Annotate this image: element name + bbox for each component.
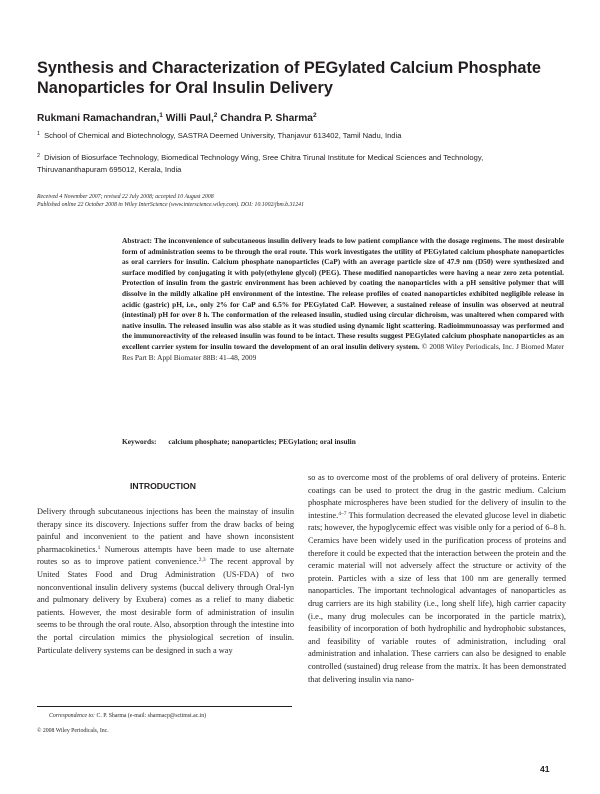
copyright-note: © 2008 Wiley Periodicals, Inc. — [37, 728, 109, 734]
correspondence-note — [37, 712, 294, 720]
section-heading-introduction: INTRODUCTION — [130, 481, 196, 491]
abstract — [122, 236, 564, 363]
correspondence-text: C. P. Sharma (e-mail: sharmacp@sctimst.ac.in) — [96, 713, 207, 719]
citation-ref: 4–7 — [338, 510, 347, 517]
affiliation — [37, 151, 547, 175]
body-text: Numerous attempts have been made to use alternate routes so as to improve patient convenience. — [37, 544, 294, 567]
keywords — [122, 437, 564, 447]
keywords-text: calcium phosphate; nanoparticles; PEGylation; oral insulin — [168, 437, 356, 446]
published-line: Published online 22 October 2008 in Wiley InterScience (www.interscience.wiley.com). DOI: 10.1002/jbm.b.31241 — [37, 202, 304, 208]
body-text: Delivery through subcutaneous injections has been the mainstay of insulin therapy since its discovery. Injections suffer from the draw backs of being painful and inconvenient to the patient and have shown inconsistent pharmacokinetics. — [37, 507, 294, 554]
affiliation-number: 2 — [37, 153, 41, 159]
keywords-label: Keywords: — [122, 437, 157, 446]
affiliation-number: 1 — [37, 131, 41, 137]
author-name: Rukmani Ramachandran, — [37, 113, 160, 124]
citation-ref: 1 — [97, 544, 101, 551]
received-line: Received 4 November 2007; revised 22 July 2008; accepted 10 August 2008 — [37, 194, 214, 200]
affiliation-text: Division of Biosurface Technology, Biomedical Technology Wing, Sree Chitra Tirunal Institute for Medical Sciences and Technology, Thiruvananthapuram 695012, Kerala, India — [37, 153, 484, 174]
paper-title: Synthesis and Characterization of PEGylated Calcium Phosphate Nanoparticles for Oral Insulin Delivery — [37, 59, 541, 97]
author-name: Willi Paul, — [165, 113, 214, 124]
citation-ref: 2,3 — [198, 557, 206, 564]
author-list — [37, 109, 567, 125]
author-affiliation-marker: 2 — [312, 112, 317, 119]
abstract-text: The inconvenience of subcutaneous insulin delivery leads to low patient compliance with the dosage regimens. The most desirable form of administration seems to be through the oral route. This work investigates the utility of PEGylated calcium phosphate nanoparticles as oral carriers for insulin. Calcium phosphate nanoparticles (CaP) with an average particle size of 47.9 nm (D50) were synthesized and surface modified by conjugating it with poly(ethylene glycol) (PEG). These modified nanoparticles were having a near zero zeta potential. Protection of insulin from the gastric environment has been achieved by coating the nanoparticles with a pH sensitive polymer that will dissolve in the mildly alkaline pH environment of the intestine. The release profiles of coated nanoparticles exhibited negligible release in acidic (gastric) pH, i.e., only 2% for CaP and 6.5% for PEGylated CaP. However, a sustained release of insulin was observed at neutral (intestinal) pH for over 8 h. The conformation of the released insulin, studied using circular dichroism, was unaltered when compared with native insulin. The released insulin was also stable as it was studied using dynamic light scattering. Radioimmunoassay was performed and the immunoreactivity of the released insulin was found to be intact. These results suggest PEGylated calcium phosphate nanoparticles as an excellent carrier system for insulin toward the development of an oral insulin delivery system. — [122, 236, 564, 351]
body-paragraph — [308, 472, 566, 686]
page-number: 41 — [540, 764, 550, 774]
author-affiliation-marker: 2 — [213, 112, 218, 119]
author-affiliation-marker: 1 — [159, 112, 163, 119]
body-text: The recent approval by United States Food and Drug Administration (US-FDA) of two nonconventional insulin delivery systems (buccal delivery through Oral-lyn and pulmonary delivery by Exubera) comes as a relief to many diabetic patients. However, the most desirable form of administration of insulin seems to be through the oral route. Also, absorption through the intestine into the portal circulation mimics the physiological secretion of insulin. Particulate delivery systems can be designed in such a way — [37, 557, 294, 655]
body-column-right — [308, 472, 566, 686]
body-column-left — [37, 506, 294, 657]
affiliation — [37, 129, 547, 142]
author-name: Chandra P. Sharma — [220, 113, 313, 124]
correspondence-label: Correspondence to: — [49, 713, 95, 719]
footnote-divider — [37, 706, 292, 707]
body-text: so as to overcome most of the problems of oral delivery of proteins. Enteric coatings can be used to protect the drug in the gastric medium. Calcium phosphate microspheres have been studied for the delivery of insulin to the intestine. — [308, 473, 566, 520]
abstract-label: Abstract: — [122, 236, 152, 245]
abstract-citation: © 2008 Wiley Periodicals, Inc. J Biomed Mater Res Part B: Appl Biomater 88B: 41–48, 2009 — [122, 341, 564, 362]
received-dates — [37, 193, 567, 209]
affiliation-text: School of Chemical and Biotechnology, SASTRA Deemed University, Thanjavur 613402, Tamil Nadu, India — [44, 131, 402, 140]
body-paragraph — [37, 506, 294, 657]
body-text: This formulation decreased the elevated glucose level in diabetic rats; however, the hypoglycemic effect was visible only for a period of 6–8 h. Ceramics have been widely used in the purification process of proteins and therefore it could be expected that the interaction between the protein and the ceramic material will not adversely affect the structure or activity of the protein. Particles with a size of less that 100 nm are generally termed nanoparticles. The important technological advantages of nanoparticles as drug carriers are its high stability (i.e., long shelf life), high carrier capacity (i.e., many drug molecules can be incorporated in the particle matrix), feasibility of incorporation of both hydrophilic and hydrophobic substances, and feasibility of variable routes of administration, including oral administration and inhalation. These carriers can also be designed to enable controlled (sustained) drug release from the matrix. It has been demonstrated that delivering insulin via nano- — [308, 510, 566, 684]
